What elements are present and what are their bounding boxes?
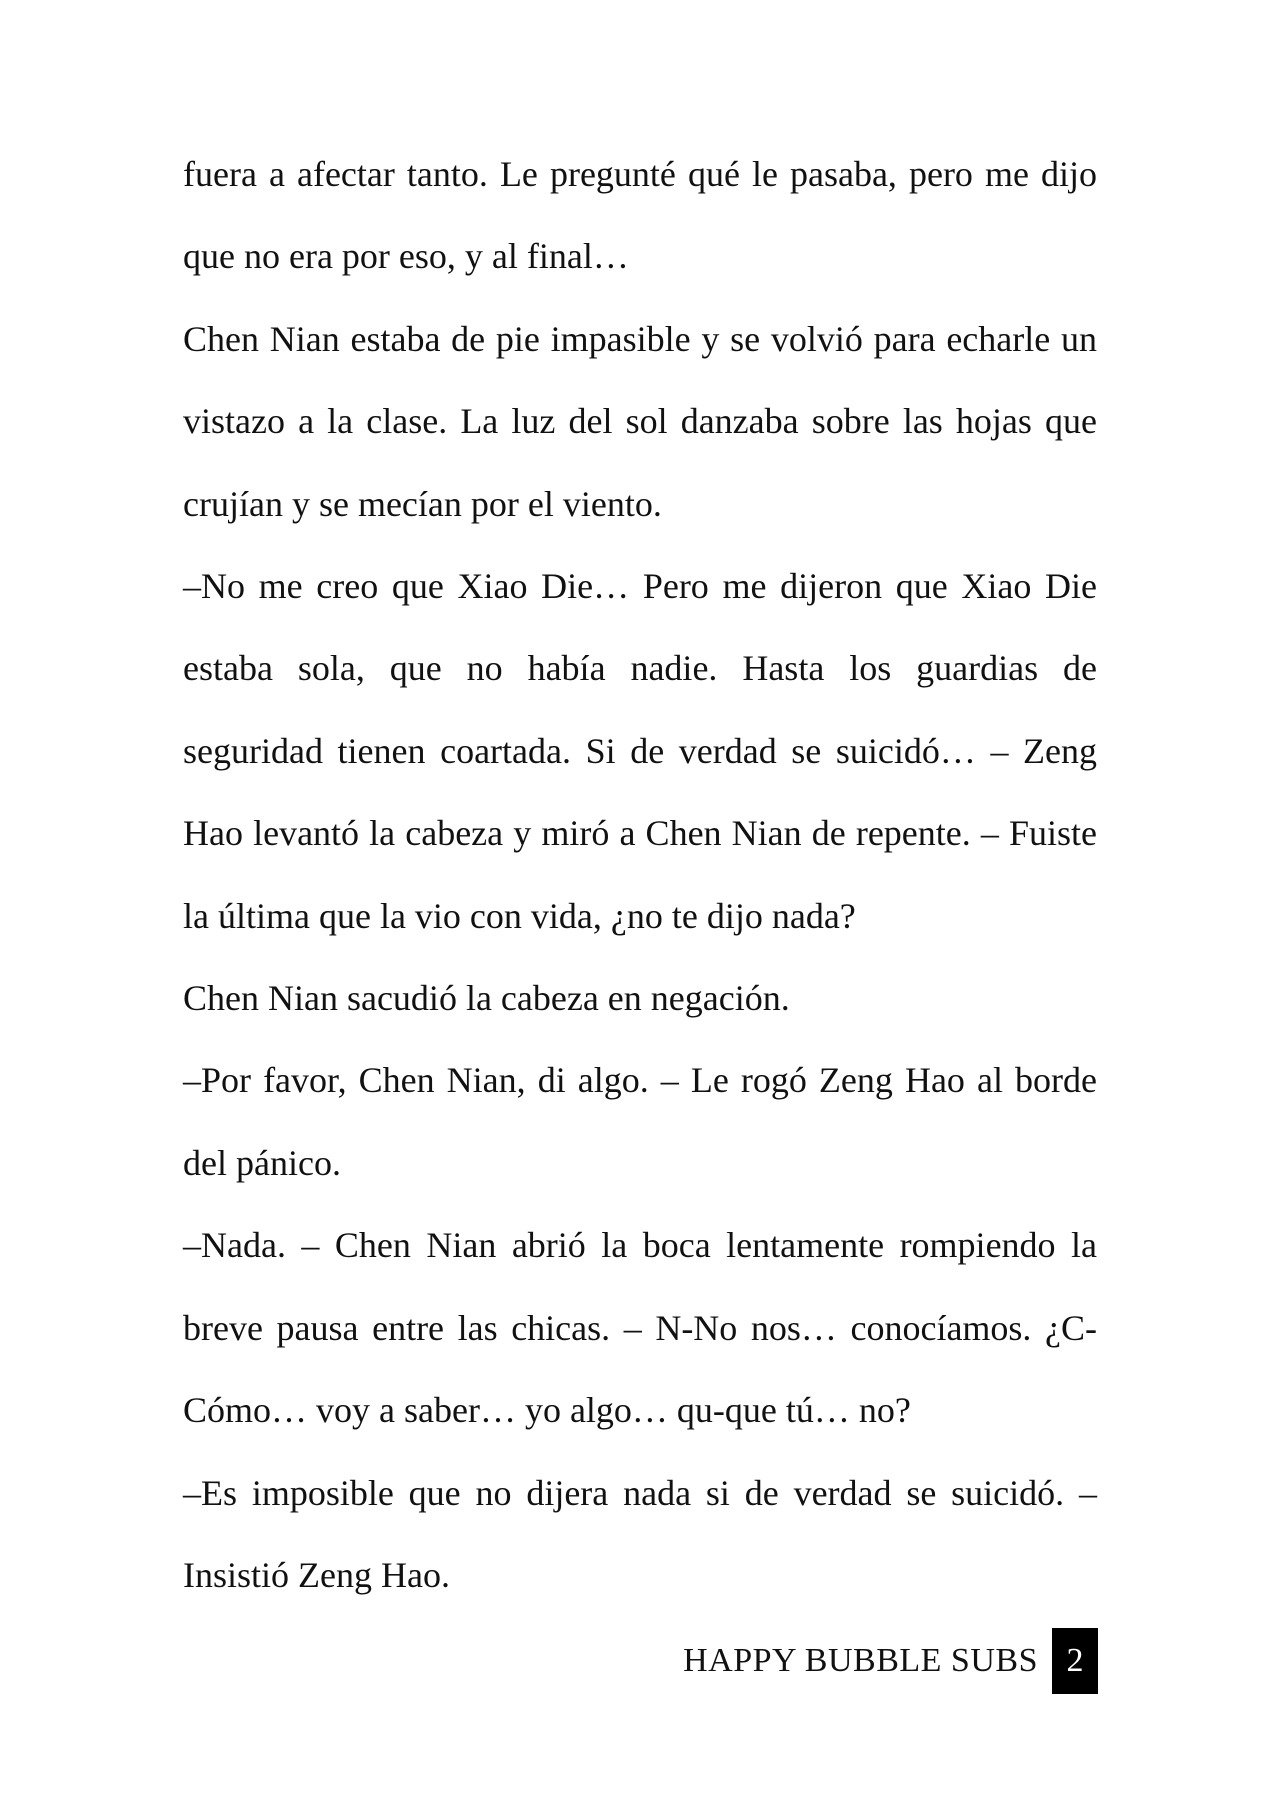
paragraph: fuera a afectar tanto. Le pregunté qué le pasaba, pero me dijo que no era por eso, y al final… [183,154,1097,277]
footer-label: HAPPY BUBBLE SUBS [683,1642,1038,1679]
page-footer [683,1628,1098,1694]
paragraph: Chen Nian estaba de pie impasible y se volvió para echarle un vistazo a la clase. La luz del sol danzaba sobre las hojas que crujían y se mecían por el viento. [183,318,1097,524]
paragraph: Chen Nian sacudió la cabeza en negación. [183,978,790,1019]
paragraph: –Es imposible que no dijera nada si de verdad se suicidó. – Insistió Zeng Hao. [183,1472,1097,1595]
body-text [183,133,1097,1616]
paragraph: –No me creo que Xiao Die… Pero me dijeron que Xiao Die estaba sola, que no había nadie. Hasta los guardias de seguridad tienen coartada. Si de verdad se suicidó… – Zeng Hao levantó la cabeza y miró a Chen Nian de repente. – Fuiste la última que la vio con vida, ¿no te dijo nada? [183,566,1097,936]
paragraph: –Por favor, Chen Nian, di algo. – Le rogó Zeng Hao al borde del pánico. [183,1060,1097,1183]
paragraph: –Nada. – Chen Nian abrió la boca lentamente rompiendo la breve pausa entre las chicas. – N-No nos… conocíamos. ¿C-Cómo… voy a saber… yo algo… qu-que tú… no? [183,1225,1097,1431]
page-number: 2 [1052,1628,1098,1694]
